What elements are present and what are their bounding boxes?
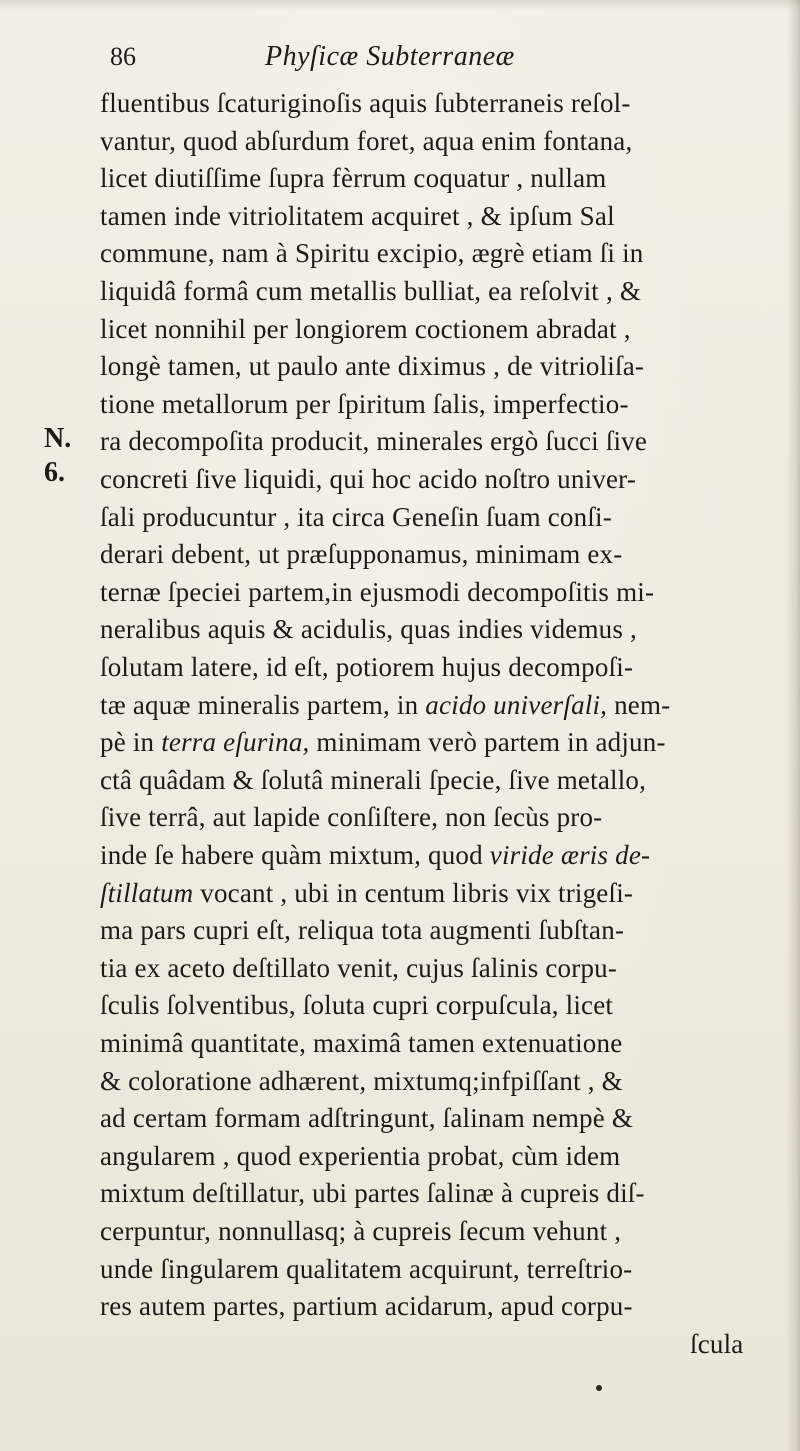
- text-segment: cerpuntur, nonnullasq; à cupreis ſecum vehunt ,: [100, 1216, 622, 1246]
- text-line: [100, 163, 607, 194]
- text-line: [100, 88, 631, 119]
- text-line: [100, 276, 641, 307]
- text-line: [100, 238, 643, 269]
- text-segment: concreti ſive liquidi, qui hoc acido noſtro univer-: [100, 464, 637, 494]
- margin-note-line-2: 6.: [44, 457, 65, 488]
- text-line: [100, 351, 644, 382]
- text-line: [100, 1178, 645, 1209]
- italic-phrase: terra eſurina,: [161, 727, 310, 758]
- text-segment: & coloratione adhærent, mixtumq;infpiſſant , &: [100, 1065, 623, 1096]
- margin-note-line-1: N.: [44, 423, 72, 454]
- text-segment: ma pars cupri eſt, reliqua tota augmenti ſubſtan-: [100, 915, 625, 946]
- italic-phrase: acido univerſali,: [425, 689, 608, 720]
- text-segment: tæ aquæ mineralis partem, in: [100, 689, 426, 720]
- text-line: [100, 389, 629, 420]
- text-line: [100, 690, 670, 721]
- text-line: [100, 314, 631, 345]
- text-segment: licet nonnihil per longiorem coctionem abradat ,: [100, 313, 631, 344]
- text-segment: longè tamen, ut paulo ante diximus , de vitrioliſa-: [100, 351, 645, 382]
- text-line: [100, 1066, 623, 1097]
- text-line: [100, 614, 637, 645]
- text-segment: unde ſingularem qualitatem acquirunt, terreſtrio-: [100, 1253, 633, 1284]
- text-segment: ad certam formam adſtringunt, ſalinam nempè &: [100, 1103, 634, 1134]
- text-line: [100, 915, 624, 946]
- text-segment: minimâ quantitate, maximâ tamen extenuatione: [100, 1028, 623, 1058]
- text-line: [100, 126, 632, 157]
- text-segment: vantur, quod abſurdum foret, aqua enim fontana,: [100, 125, 633, 156]
- text-segment: commune, nam à Spiritu excipio, ægrè etiam ſi in: [100, 238, 644, 269]
- text-segment: tione metallorum per ſpiritum ſalis, imperfectio-: [100, 388, 629, 419]
- text-line: [690, 1329, 743, 1360]
- text-line: [100, 1216, 621, 1247]
- text-line: [100, 765, 646, 796]
- running-head: Phyſicæ Subterraneæ: [265, 41, 515, 72]
- text-segment: liquidâ formâ cum metallis bulliat, ea reſolvit , &: [100, 276, 642, 306]
- text-segment: ſcula: [690, 1328, 744, 1359]
- text-line: [100, 1141, 620, 1172]
- text-line: [100, 464, 636, 495]
- text-segment: inde ſe habere quàm mixtum, quod: [100, 840, 490, 870]
- text-segment: nem-: [607, 689, 671, 720]
- text-segment: angularem , quod experientia probat, cùm idem: [100, 1140, 621, 1171]
- text-segment: ternæ ſpeciei partem,in ejusmodi decompoſitis mi-: [100, 576, 655, 607]
- text-segment: neralibus aquis & acidulis, quas indies videmus ,: [100, 614, 637, 645]
- text-segment: ra decompoſita producit, minerales ergò ſucci ſive: [100, 426, 648, 457]
- text-segment: licet diutiſſime ſupra fèrrum coquatur , nullam: [100, 163, 607, 194]
- text-segment: ſolutam latere, id eſt, potiorem hujus decompoſi-: [100, 652, 634, 682]
- text-line: [100, 878, 633, 909]
- text-line: [100, 577, 654, 608]
- text-segment: pè in: [100, 727, 162, 758]
- margin-note: [44, 422, 74, 490]
- text-line: [100, 426, 647, 457]
- text-segment: ſculis ſolventibus, ſoluta cupri corpuſcula, licet: [100, 990, 614, 1021]
- text-line: [100, 1103, 633, 1134]
- text-line: [100, 727, 666, 758]
- text-line: [100, 1254, 632, 1285]
- text-line: [100, 502, 612, 533]
- text-segment: derari debent, ut præſupponamus, minimam ex-: [100, 539, 623, 570]
- text-segment: fluentibus ſcaturiginoſis aquis ſubterraneis reſol-: [100, 88, 631, 118]
- text-line: [100, 1028, 622, 1059]
- text-segment: minimam verò partem in adjun-: [309, 727, 666, 758]
- italic-phrase: ſtillatum: [100, 877, 194, 908]
- text-line: [100, 802, 602, 833]
- text-line: [100, 539, 622, 570]
- text-line: [100, 201, 615, 232]
- page-top-shadow: [0, 0, 800, 10]
- text-segment: tamen inde vitriolitatem acquiret , & ipſum Sal: [100, 200, 615, 231]
- ink-speck: [596, 1385, 602, 1391]
- text-segment: tia ex aceto deſtillato venit, cujus ſalinis corpu-: [100, 952, 618, 983]
- text-line: [100, 1291, 633, 1322]
- italic-phrase: viride æris de-: [489, 840, 651, 870]
- text-segment: vocant , ubi in centum libris vix trigeſi-: [193, 877, 634, 908]
- text-line: [100, 652, 633, 683]
- page-header: [110, 42, 710, 72]
- text-line: [100, 990, 613, 1021]
- text-segment: ſali producuntur , ita circa Geneſin ſuam conſi-: [100, 501, 612, 532]
- text-segment: ſive terrâ, aut lapide conſiſtere, non ſecùs pro-: [100, 802, 603, 833]
- text-segment: res autem partes, partium acidarum, apud corpu-: [100, 1291, 633, 1322]
- page-number: 86: [110, 42, 136, 71]
- text-line: [100, 840, 650, 871]
- text-segment: ctâ quâdam & ſolutâ minerali ſpecie, ſive metallo,: [100, 764, 647, 795]
- page-gutter-shadow: [786, 0, 800, 1451]
- text-line: [100, 953, 617, 984]
- text-segment: mixtum deſtillatur, ubi partes ſalinæ à cupreis diſ-: [100, 1178, 645, 1209]
